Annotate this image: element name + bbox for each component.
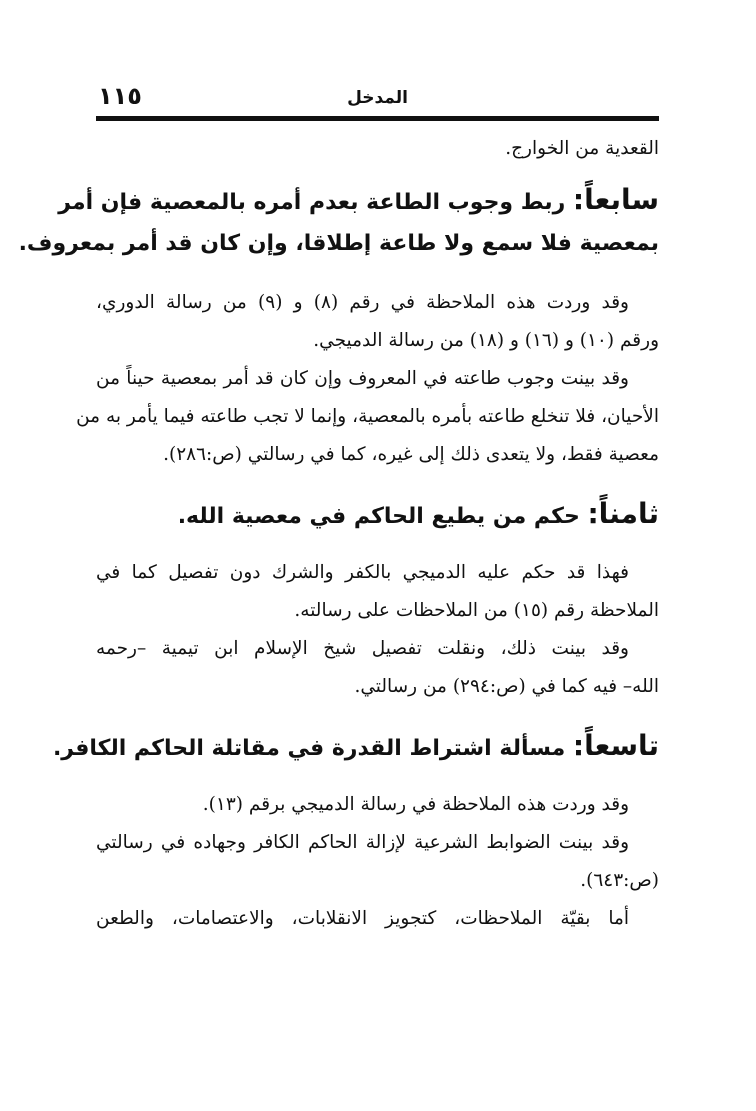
heading-label: سابعاً: (572, 183, 659, 216)
paragraph-line: (ص:٦٤٣). (580, 870, 659, 891)
heading-eighth (96, 492, 659, 536)
page-header (96, 78, 659, 112)
heading-seventh (58, 178, 659, 222)
paragraph-line: معصية فقط، ولا يتعدى ذلك إلى غيره، كما في رسالتي (ص:٢٨٦). (163, 444, 659, 465)
heading-label: ثامناً: (587, 497, 659, 530)
paragraph-line: الملاحظة رقم (١٥) من الملاحظات على رسالته. (294, 600, 659, 621)
paragraph-line: فهذا قد حكم عليه الدميجي بالكفر والشرك دون تفصيل كما في (96, 562, 629, 583)
paragraph-line: ورقم (١٠) و (١٦) و (١٨) من رسالة الدميجي. (313, 330, 659, 351)
heading-ninth (52, 724, 659, 768)
paragraph-line: وقد بينت الضوابط الشرعية لإزالة الحاكم الكافر وجهاده في رسالتي (96, 832, 629, 853)
paragraph-line: وقد بينت ذلك، ونقلت تفصيل شيخ الإسلام ابن تيمية –رحمه (96, 638, 629, 659)
page-number: ١١٥ (98, 82, 142, 110)
heading-text: مسألة اشتراط القدرة في مقاتلة الحاكم الكافر. (52, 736, 566, 761)
heading-label: تاسعاً: (572, 729, 659, 762)
heading-text: ربط وجوب الطاعة بعدم أمره بالمعصية فإن أمر (58, 190, 566, 215)
paragraph-line: وقد بينت وجوب طاعته في المعروف وإن كان قد أمر بمعصية حيناً من (96, 368, 629, 389)
header-rule (96, 116, 659, 121)
paragraph-line: وقد وردت هذه الملاحظة في رقم (٨) و (٩) من رسالة الدوري، (96, 292, 629, 313)
running-title: المدخل (347, 88, 408, 108)
heading-line: بمعصية فلا سمع ولا طاعة إطلاقا، وإن كان قد أمر بمعروف. (18, 231, 659, 256)
paragraph-line: وقد وردت هذه الملاحظة في رسالة الدميجي برقم (١٣). (202, 794, 629, 815)
paragraph-line: الله– فيه كما في (ص:٢٩٤) من رسالتي. (354, 676, 659, 697)
page-content (18, 130, 659, 938)
paragraph-line: الأحيان، فلا تنخلع طاعته بأمره بالمعصية، وإنما لا تجب طاعته فيما يأمر به من (76, 406, 659, 427)
paragraph-line: القعدية من الخوارج. (505, 138, 659, 159)
paragraph-line: أما بقيّة الملاحظات، كتجويز الانقلابات، والاعتصامات، والطعن (96, 908, 629, 929)
heading-text: حكم من يطيع الحاكم في معصية الله. (177, 504, 580, 529)
